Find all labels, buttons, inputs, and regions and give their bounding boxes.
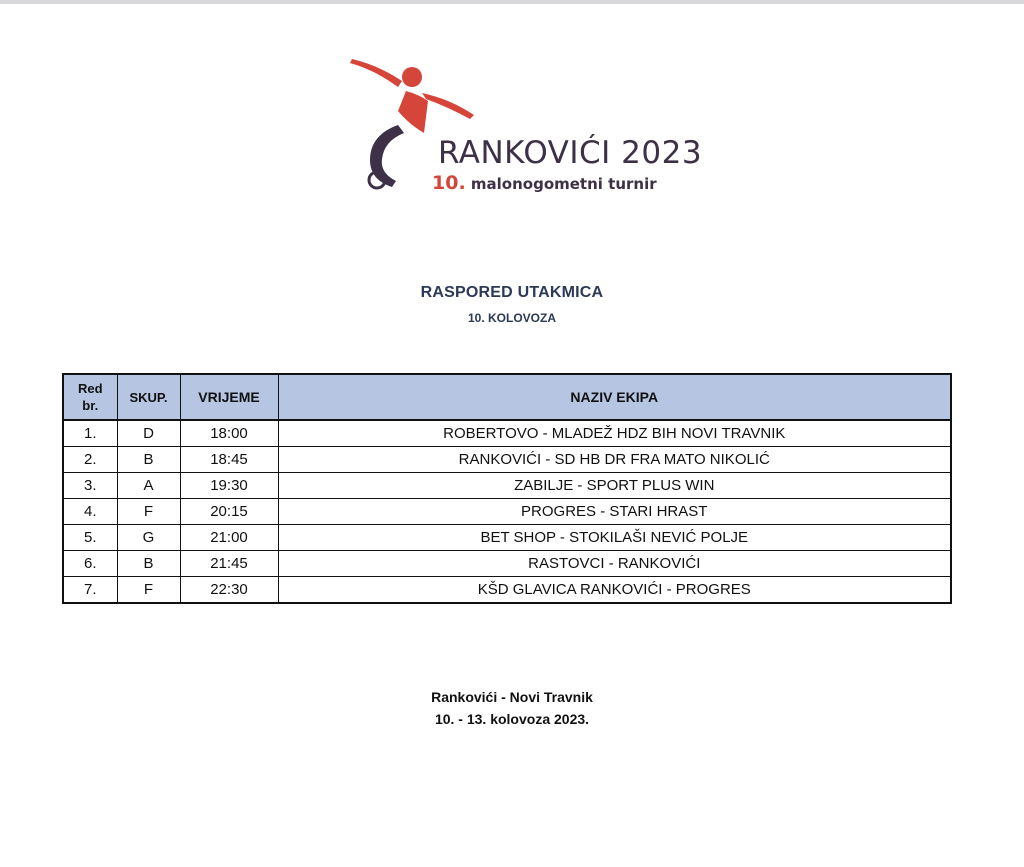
cell-naziv: RANKOVIĆI - SD HB DR FRA MATO NIKOLIĆ: [278, 447, 951, 473]
schedule-table: [62, 373, 952, 604]
logo-subtitle: [432, 172, 657, 194]
cell-naziv: ZABILJE - SPORT PLUS WIN: [278, 473, 951, 499]
table-row: [63, 447, 951, 473]
table-row: [63, 551, 951, 577]
table-row: [63, 499, 951, 525]
cell-skup: G: [117, 525, 180, 551]
table-header-row: [63, 374, 951, 420]
cell-vrijeme: 18:45: [180, 447, 278, 473]
cell-red: 1.: [63, 420, 117, 447]
cell-skup: A: [117, 473, 180, 499]
logo-title: RANKOVIĆI 2023: [438, 135, 703, 171]
page-title: RASPORED UTAKMICA: [420, 284, 604, 301]
cell-vrijeme: 19:30: [180, 473, 278, 499]
page-date: 10. KOLOVOZA: [467, 311, 556, 325]
table-row: [63, 420, 951, 447]
footer-dates: 10. - 13. kolovoza 2023.: [434, 711, 590, 727]
cell-naziv: ROBERTOVO - MLADEŽ HDZ BIH NOVI TRAVNIK: [278, 420, 951, 447]
header-red-br: [63, 374, 117, 420]
table-row: [63, 473, 951, 499]
cell-red: 3.: [63, 473, 117, 499]
cell-skup: B: [117, 551, 180, 577]
cell-vrijeme: 18:00: [180, 420, 278, 447]
cell-skup: D: [117, 420, 180, 447]
header-vrijeme: VRIJEME: [180, 374, 278, 420]
logo-edition-number: 10.: [432, 172, 466, 194]
header-red-line2: br.: [82, 398, 99, 413]
cell-red: 7.: [63, 577, 117, 604]
table-row: [63, 577, 951, 604]
cell-vrijeme: 21:00: [180, 525, 278, 551]
cell-naziv: BET SHOP - STOKILAŠI NEVIĆ POLJE: [278, 525, 951, 551]
cell-skup: B: [117, 447, 180, 473]
table-row: [63, 525, 951, 551]
cell-red: 6.: [63, 551, 117, 577]
tournament-logo: [340, 55, 703, 205]
cell-naziv: RASTOVCI - RANKOVIĆI: [278, 551, 951, 577]
logo-subtitle-text: malonogometni turnir: [470, 175, 657, 193]
header-skup: SKUP.: [117, 374, 180, 420]
cell-skup: F: [117, 499, 180, 525]
cell-skup: F: [117, 577, 180, 604]
header-red-line1: Red: [77, 381, 103, 396]
cell-red: 2.: [63, 447, 117, 473]
cell-vrijeme: 22:30: [180, 577, 278, 604]
cell-vrijeme: 21:45: [180, 551, 278, 577]
cell-naziv: PROGRES - STARI HRAST: [278, 499, 951, 525]
cell-red: 5.: [63, 525, 117, 551]
cell-naziv: KŠD GLAVICA RANKOVIĆI - PROGRES: [278, 577, 951, 604]
cell-red: 4.: [63, 499, 117, 525]
cell-vrijeme: 20:15: [180, 499, 278, 525]
header-naziv-ekipa: NAZIV EKIPA: [278, 374, 951, 420]
footer-location: Rankovići - Novi Travnik: [431, 689, 593, 705]
top-border: [0, 0, 1024, 4]
